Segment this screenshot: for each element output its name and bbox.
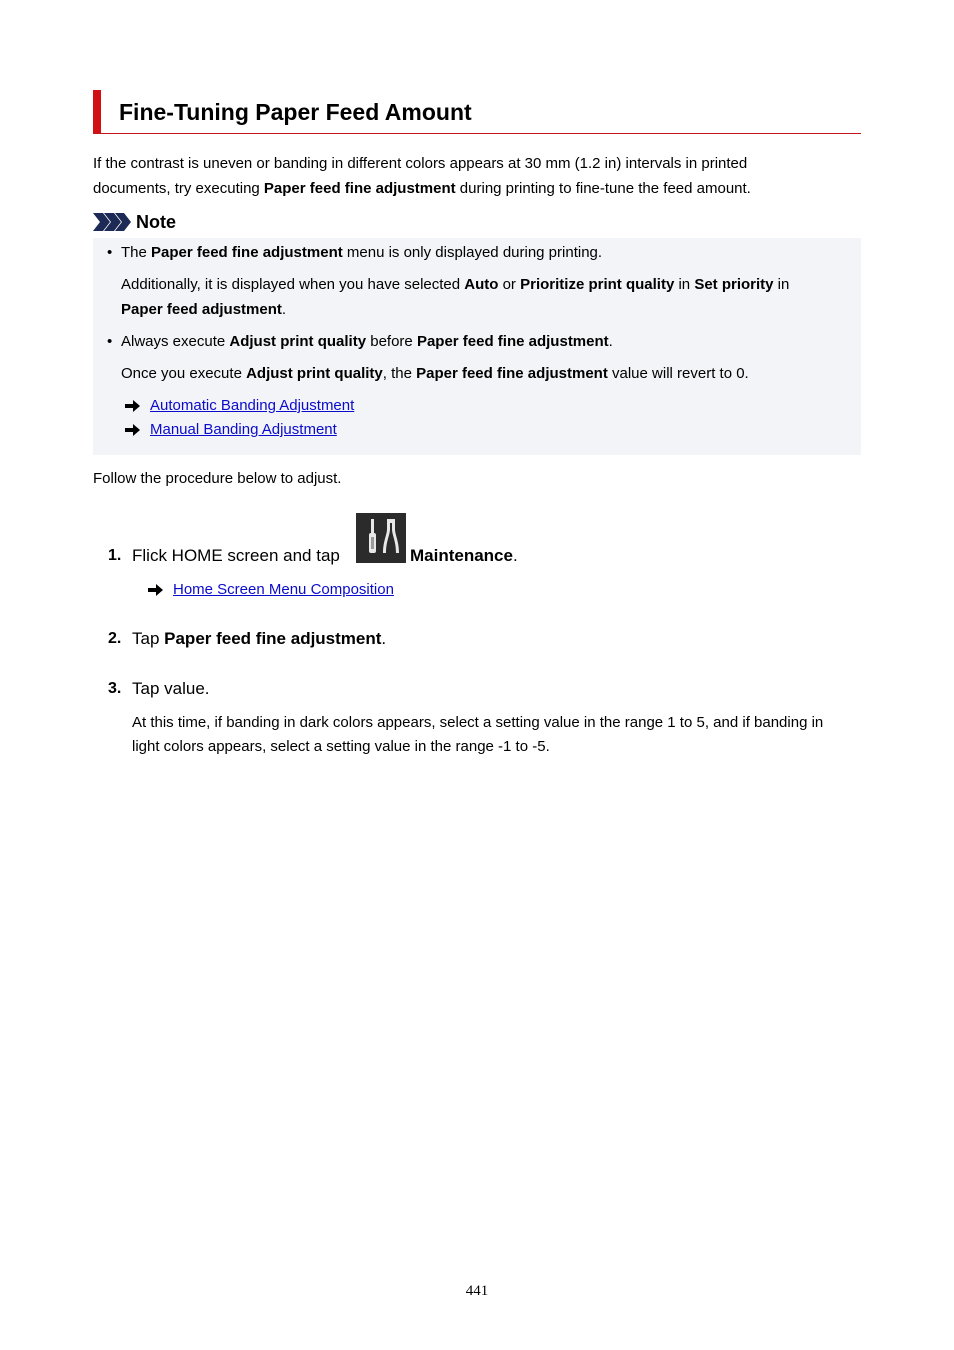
bullet-mark: • — [107, 333, 113, 350]
step-1-text-pre: Flick HOME screen and tap — [132, 546, 340, 565]
note-bold-term: Auto — [464, 276, 499, 293]
intro-bold-term: Paper feed fine adjustment — [263, 180, 456, 197]
step-2-number: 2. — [108, 630, 122, 647]
step-3-text: Tap value. — [132, 679, 210, 698]
intro-line-1: If the contrast is uneven or banding in different colors appears at 30 mm (1.2 in) intervals in printed — [93, 155, 748, 172]
step-3-number: 3. — [108, 680, 122, 697]
page-number: 441 — [465, 1283, 489, 1299]
note-item-2-sub — [121, 361, 749, 386]
note-bold-term: Paper feed fine adjustment — [416, 365, 608, 382]
note-text: menu is only displayed during printing. — [342, 244, 603, 261]
manual-banding-adjustment-link[interactable]: Manual Banding Adjustment — [150, 421, 337, 438]
note-text: Once you execute — [121, 365, 247, 382]
note-text: or — [498, 276, 521, 293]
step-text: Tap — [132, 629, 165, 648]
step-3-detail-line-2: light colors appears, select a setting value in the range -1 to -5. — [132, 738, 550, 755]
step-2-text — [132, 627, 386, 651]
note-text: before — [366, 333, 417, 350]
note-label: Note — [136, 212, 176, 232]
link-row-manual-banding[interactable] — [125, 418, 337, 442]
step-text: . — [512, 546, 518, 565]
follow-text: Follow the procedure below to adjust. — [93, 470, 342, 487]
maintenance-tools-icon-graphic — [356, 513, 406, 563]
maintenance-tools-icon — [356, 513, 406, 563]
step-1-number: 1. — [108, 547, 122, 564]
step-3-detail-line-1: At this time, if banding in dark colors appears, select a setting value in the range 1 to 5, and if banding in — [132, 714, 824, 731]
note-text: Always execute — [121, 333, 230, 350]
intro-line-2 — [93, 176, 861, 201]
note-sub-line — [121, 272, 851, 297]
note-text: . — [281, 301, 287, 318]
step-text: . — [381, 629, 387, 648]
note-text: The — [121, 244, 152, 261]
intro-paragraph — [93, 151, 861, 201]
link-row-home-screen[interactable] — [148, 578, 394, 602]
note-text: in — [674, 276, 695, 293]
note-text: in — [773, 276, 790, 293]
link-row-automatic-banding[interactable] — [125, 394, 354, 418]
note-text: value will revert to 0. — [607, 365, 749, 382]
note-bold-term: Adjust print quality — [246, 365, 383, 382]
page-title: Fine-Tuning Paper Feed Amount — [119, 99, 472, 125]
maintenance-term: Maintenance — [410, 546, 513, 565]
note-text: Additionally, it is displayed when you have selected — [121, 276, 465, 293]
note-sub-line — [121, 297, 851, 322]
title-section — [93, 90, 861, 134]
home-screen-menu-composition-link[interactable]: Home Screen Menu Composition — [173, 581, 394, 598]
automatic-banding-adjustment-link[interactable]: Automatic Banding Adjustment — [150, 397, 355, 414]
note-bold-term: Prioritize print quality — [520, 276, 675, 293]
bullet-mark: • — [107, 244, 113, 261]
arrow-right-icon — [125, 424, 140, 436]
note-bold-term: Paper feed adjustment — [121, 301, 282, 318]
note-item-1-sub — [121, 272, 851, 322]
note-bold-term: Paper feed fine adjustment — [416, 333, 609, 350]
paper-feed-fine-adjustment-term: Paper feed fine adjustment — [164, 629, 382, 648]
note-item-1 — [121, 240, 602, 265]
note-bold-term: Paper feed fine adjustment — [151, 244, 343, 261]
note-bold-term: Adjust print quality — [229, 333, 367, 350]
step-1-text-bold — [410, 544, 518, 568]
note-heading — [93, 210, 176, 234]
arrow-right-icon — [125, 400, 140, 412]
intro-text: documents, try executing — [93, 180, 264, 197]
note-bold-term: Set priority — [694, 276, 774, 293]
note-text: , the — [382, 365, 417, 382]
step-3-detail — [132, 711, 861, 759]
intro-text: during printing to fine-tune the feed amount. — [455, 180, 751, 197]
note-text: . — [608, 333, 613, 350]
note-chevrons-icon — [93, 213, 131, 231]
title-accent-bar — [93, 90, 101, 133]
arrow-right-icon — [148, 584, 163, 596]
note-item-2 — [121, 329, 613, 354]
